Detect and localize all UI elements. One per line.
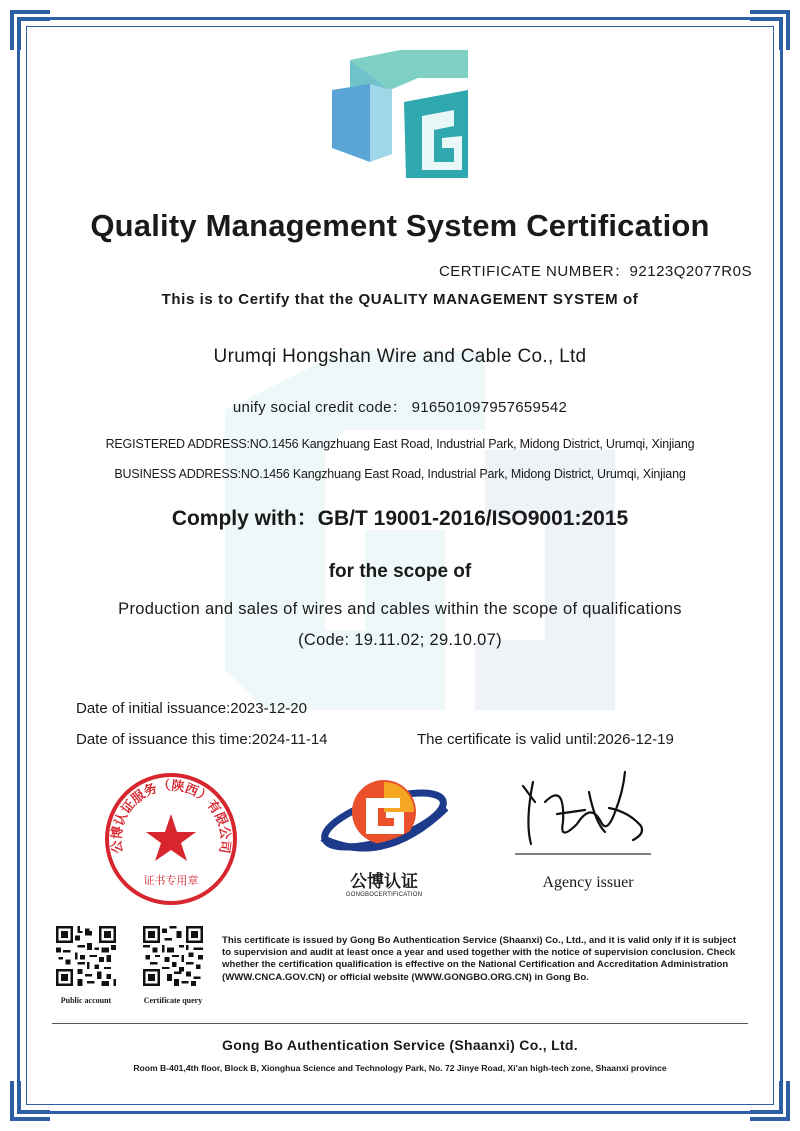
certificate-number: CERTIFICATE NUMBER：92123Q2077R0S — [438, 263, 752, 280]
gongbo-name-cn: 公博认证 — [350, 872, 418, 891]
scope-heading: for the scope of — [328, 561, 472, 582]
seal-arc-text: 公博认证服务（陕西）有限公司 — [109, 778, 233, 855]
qr-label-certificate-query: Certificate query — [143, 996, 203, 1005]
corner-ornament-top-left — [8, 8, 54, 54]
initial-issuance-date: Date of initial issuance:2023-12-20 — [76, 700, 307, 717]
corner-ornament-top-right — [746, 8, 792, 54]
seal-star-icon — [146, 814, 196, 861]
registered-address: REGISTERED ADDRESS:NO.1456 Kangzhuang East Road, Industrial Park, Midong District, Urumqi, Xinjiang — [105, 437, 695, 451]
gongbo-name-en: GONGBOCERTIFICATION — [345, 892, 423, 898]
certify-statement: This is to Certify that the QUALITY MANAGEMENT SYSTEM of — [161, 291, 639, 308]
valid-until-date: The certificate is valid until:2026-12-19 — [417, 731, 674, 748]
social-credit-code: unify social credit code： 916501097957659542 — [232, 399, 568, 416]
qr-code-public-account-icon — [56, 926, 116, 986]
gongbo-logo-icon — [316, 768, 452, 868]
issuer-company-name: Gong Bo Authentication Service (Shaanxi) Co., Ltd. — [222, 1037, 578, 1053]
footer-divider — [52, 1023, 748, 1024]
issuance-date: Date of issuance this time:2024-11-14 — [76, 731, 328, 748]
gg-logo-icon — [330, 50, 470, 180]
seal-bottom-text: 证书专用章 — [143, 874, 199, 887]
corner-ornament-bottom-right — [746, 1077, 792, 1123]
agency-issuer-label: Agency issuer — [542, 874, 634, 891]
company-name: Urumqi Hongshan Wire and Cable Co., Ltd — [213, 346, 587, 367]
certificate-title: Quality Management System Certification — [90, 208, 710, 243]
certificate-notice: This certificate is issued by Gong Bo Authentication Service (Shaanxi) Co., Ltd., and it is valid only if it is subject to supervision and audit at least once a year and used together with the notice of supervision conclusion. Check whether the certification qualification is effective on the National Certification and Accreditation Administration (WWW.CNCA.GOV.CN) or official website (WWW.GONGBO.ORG.CN) in Gong Bo. — [222, 935, 737, 983]
qr-label-public-account: Public account — [60, 996, 112, 1005]
issuer-address: Room B-401,4th floor, Block B, Xionghua Science and Technology Park, No. 72 Jinye Road, Xi'an high-tech zone, Shaanxi province — [133, 1063, 667, 1073]
corner-ornament-bottom-left — [8, 1077, 54, 1123]
handwritten-signature — [505, 762, 655, 860]
scope-description: Production and sales of wires and cables within the scope of qualifications — [118, 600, 682, 618]
scope-code: (Code: 19.11.02; 29.10.07) — [298, 631, 502, 649]
business-address: BUSINESS ADDRESS:NO.1456 Kangzhuang East Road, Industrial Park, Midong District, Urumqi, Xinjiang — [114, 467, 686, 481]
compliance-standard: Comply with：GB/T 19001-2016/ISO9001:2015 — [171, 507, 629, 530]
qr-code-certificate-query-icon — [143, 926, 203, 986]
company-seal-stamp — [102, 770, 240, 908]
